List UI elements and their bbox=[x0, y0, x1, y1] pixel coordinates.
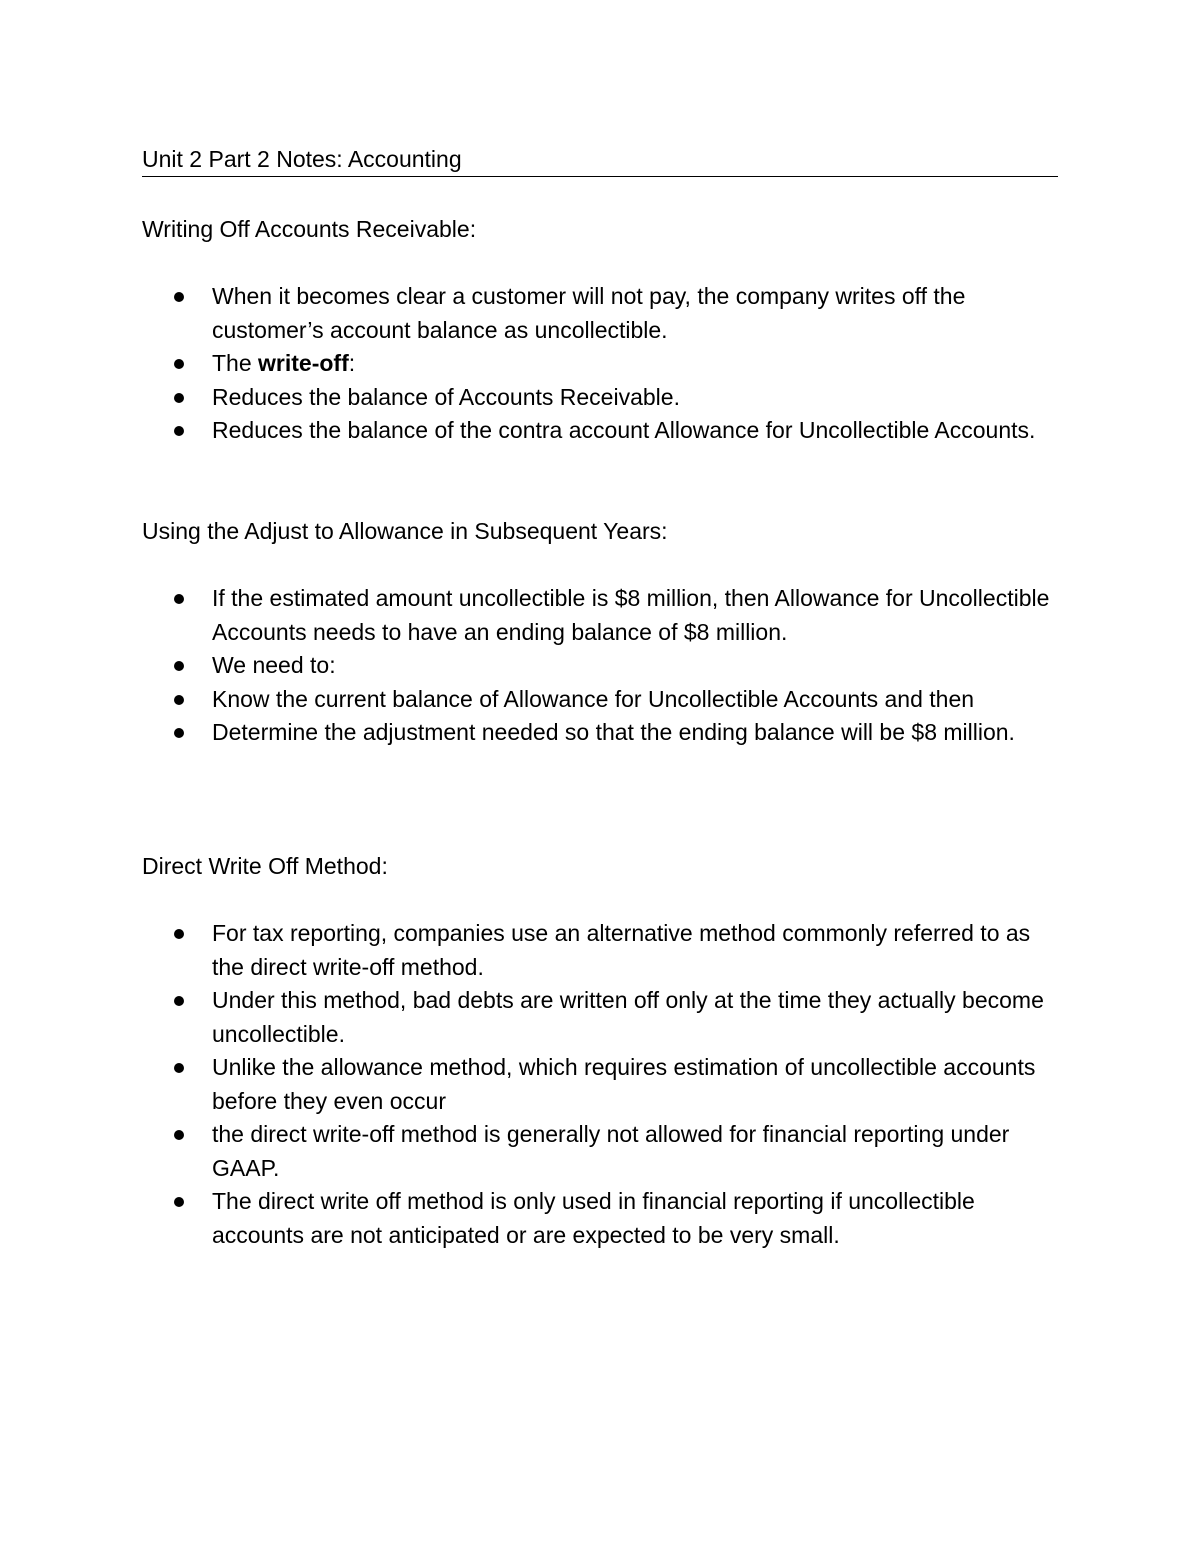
list-item-text-bold: write-off bbox=[258, 350, 349, 376]
section-list-adjust-allowance bbox=[0, 582, 1200, 750]
list-item bbox=[0, 1051, 1062, 1118]
section-list-writing-off bbox=[0, 280, 1200, 448]
list-item-text-prefix: The bbox=[212, 350, 259, 376]
list-item-text: Know the current balance of Allowance for Uncollectible Accounts and then bbox=[212, 685, 975, 712]
list-item bbox=[0, 1185, 1062, 1252]
section-heading-writing-off: Writing Off Accounts Receivable: bbox=[142, 216, 477, 242]
bullet-icon bbox=[174, 996, 184, 1006]
list-item-text: Under this method, bad debts are written off only at the time they actually become uncollectible. bbox=[212, 987, 1044, 1047]
page-title: Unit 2 Part 2 Notes: Accounting bbox=[142, 144, 1058, 177]
bullet-icon bbox=[174, 359, 184, 369]
bullet-icon bbox=[174, 393, 184, 403]
list-item bbox=[0, 917, 1062, 984]
bullet-icon bbox=[174, 594, 184, 604]
list-item bbox=[0, 280, 1062, 347]
bullet-icon bbox=[174, 661, 184, 671]
list-item-text: We need to: bbox=[212, 652, 336, 678]
bullet-icon bbox=[174, 1063, 184, 1073]
list-item-text: If the estimated amount uncollectible is $8 million, then Allowance for Uncollectible Accounts needs to have an ending balance of $8 million. bbox=[212, 585, 1050, 645]
list-item-text: Reduces the balance of Accounts Receivable. bbox=[212, 383, 680, 410]
list-item bbox=[0, 1118, 1062, 1185]
list-item-text: The direct write off method is only used in financial reporting if uncollectible accounts are not anticipated or are expected to be very small. bbox=[212, 1188, 975, 1248]
list-item bbox=[0, 582, 1062, 649]
section-heading-direct-write-off: Direct Write Off Method: bbox=[142, 853, 388, 879]
section-heading-adjust-allowance: Using the Adjust to Allowance in Subsequent Years: bbox=[142, 518, 668, 544]
list-item bbox=[0, 716, 1062, 750]
list-item bbox=[0, 347, 1062, 381]
section-list-direct-write-off bbox=[0, 917, 1200, 1252]
bullet-icon bbox=[174, 426, 184, 436]
list-item-text: When it becomes clear a customer will not pay, the company writes off the customer’s account balance as uncollectible. bbox=[212, 283, 966, 343]
list-item bbox=[0, 984, 1062, 1051]
list-item bbox=[0, 683, 1062, 717]
list-item-text-suffix: : bbox=[348, 350, 356, 376]
list-item bbox=[0, 649, 1062, 683]
bullet-icon bbox=[174, 929, 184, 939]
list-item-text: the direct write-off method is generally not allowed for financial reporting under GAAP. bbox=[212, 1121, 1010, 1181]
list-item-text: Determine the adjustment needed so that the ending balance will be $8 million. bbox=[212, 719, 1015, 745]
bullet-icon bbox=[174, 728, 184, 738]
list-item-text: Unlike the allowance method, which requires estimation of uncollectible accounts before they even occur bbox=[212, 1054, 1036, 1114]
list-item bbox=[0, 414, 1062, 448]
list-item-text: For tax reporting, companies use an alternative method commonly referred to as the direct write-off method. bbox=[212, 920, 1031, 980]
bullet-icon bbox=[174, 1197, 184, 1207]
list-item-text: Reduces the balance of the contra account Allowance for Uncollectible Accounts. bbox=[212, 417, 1036, 443]
list-item bbox=[0, 381, 1062, 415]
bullet-icon bbox=[174, 1130, 184, 1140]
bullet-icon bbox=[174, 695, 184, 705]
bullet-icon bbox=[174, 292, 184, 302]
